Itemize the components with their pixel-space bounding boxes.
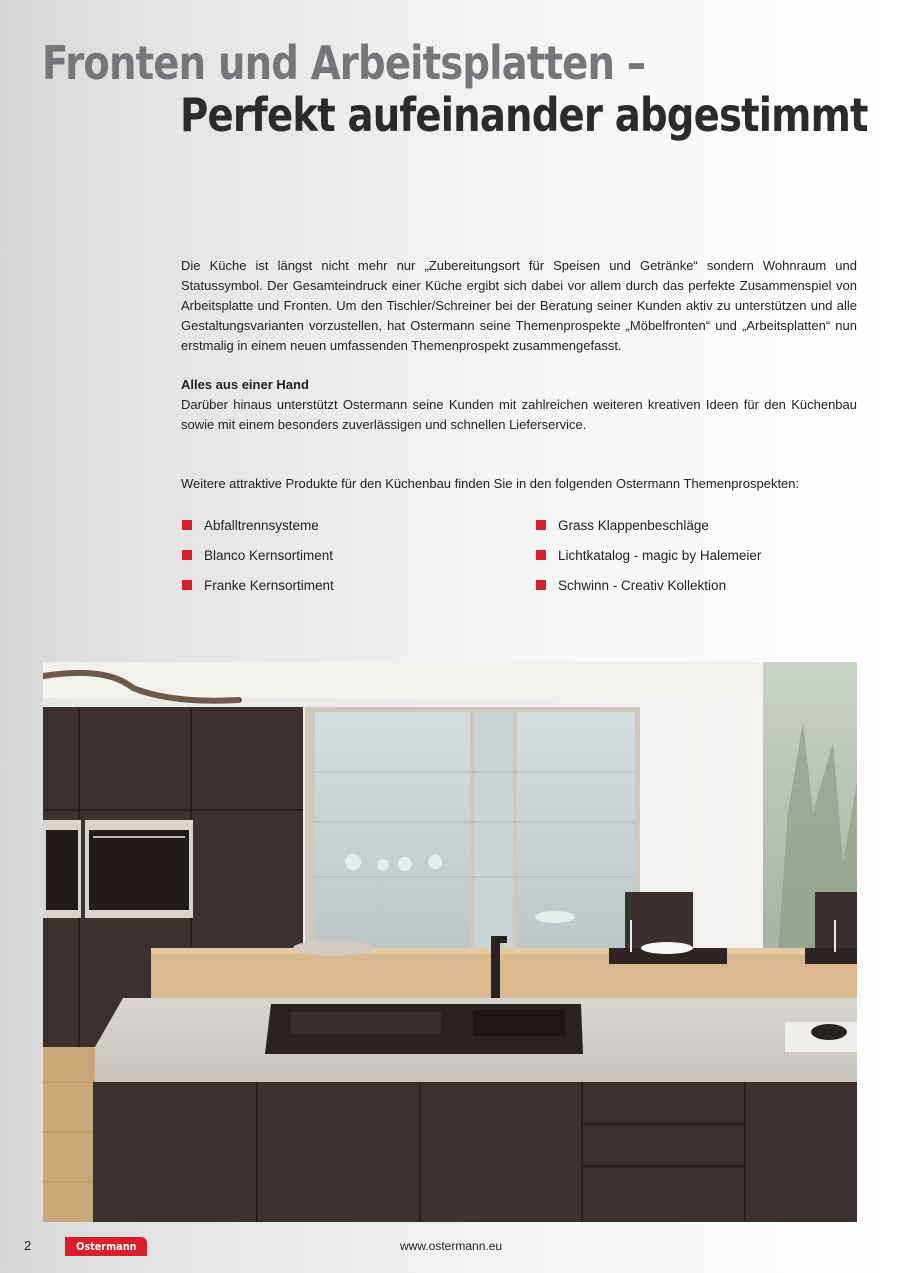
list-item-label: Abfalltrennsysteme (204, 517, 319, 533)
list-item (536, 540, 761, 570)
list-item (182, 540, 334, 570)
bullet-square-icon (536, 580, 546, 590)
section-paragraph: Darüber hinaus unterstützt Ostermann seine Kunden mit zahlreichen weiteren kreativen Ideen für den Küchenbau sowie mit einem besonders zuverlässigen und schnellen Lieferservice. (181, 397, 857, 432)
list-item (536, 510, 761, 540)
list-item-label: Schwinn - Creativ Kollektion (558, 577, 727, 593)
ostermann-logo (65, 1237, 147, 1256)
list-item-label: Franke Kernsortiment (204, 577, 334, 593)
product-list-right (536, 510, 761, 600)
footer-url: www.ostermann.eu (400, 1239, 503, 1253)
list-item (536, 570, 761, 600)
logo-text: Ostermann (75, 1240, 137, 1253)
section-heading: Alles aus einer Hand (181, 377, 309, 392)
list-item-label: Grass Klappenbeschläge (558, 517, 709, 533)
bullet-square-icon (182, 580, 192, 590)
list-item (182, 510, 334, 540)
products-intro: Weitere attraktive Produkte für den Küchenbau finden Sie in den folgenden Ostermann Themenprospekten: (181, 476, 800, 491)
bullet-square-icon (536, 550, 546, 560)
bullet-square-icon (536, 520, 546, 530)
list-item-label: Lichtkatalog - magic by Halemeier (558, 547, 762, 563)
list-item-label: Blanco Kernsortiment (204, 547, 334, 563)
page-number: 2 (24, 1238, 32, 1253)
bullet-square-icon (182, 520, 192, 530)
page-title-line-1: Fronten und Arbeitsplatten – (42, 36, 646, 90)
intro-paragraph: Die Küche ist längst nicht mehr nur „Zubereitungsort für Speisen und Getränke“ sondern Wohnraum und Statussymbol. Der Gesamteindruck einer Küche ergibt sich dabei vor allem durch das perfekte Zusammenspiel von Arbeitsplatte und Fronten. Um den Tischler/Schreiner bei der Beratung seiner Kunden aktiv zu unterstützen und alle Gestaltungsvarianten vorzustellen, hat Ostermann seine Themenprospekte „Möbelfronten“ und „Arbeitsplatten“ nun erstmalig in einem neuen umfassenden Themenprospekt zusammengefasst. (181, 258, 857, 353)
list-item (182, 570, 334, 600)
page-title-line-2: Perfekt aufeinander abgestimmt (180, 88, 868, 142)
kitchen-photo (43, 662, 857, 1222)
product-list-left (182, 510, 334, 600)
bullet-square-icon (182, 550, 192, 560)
